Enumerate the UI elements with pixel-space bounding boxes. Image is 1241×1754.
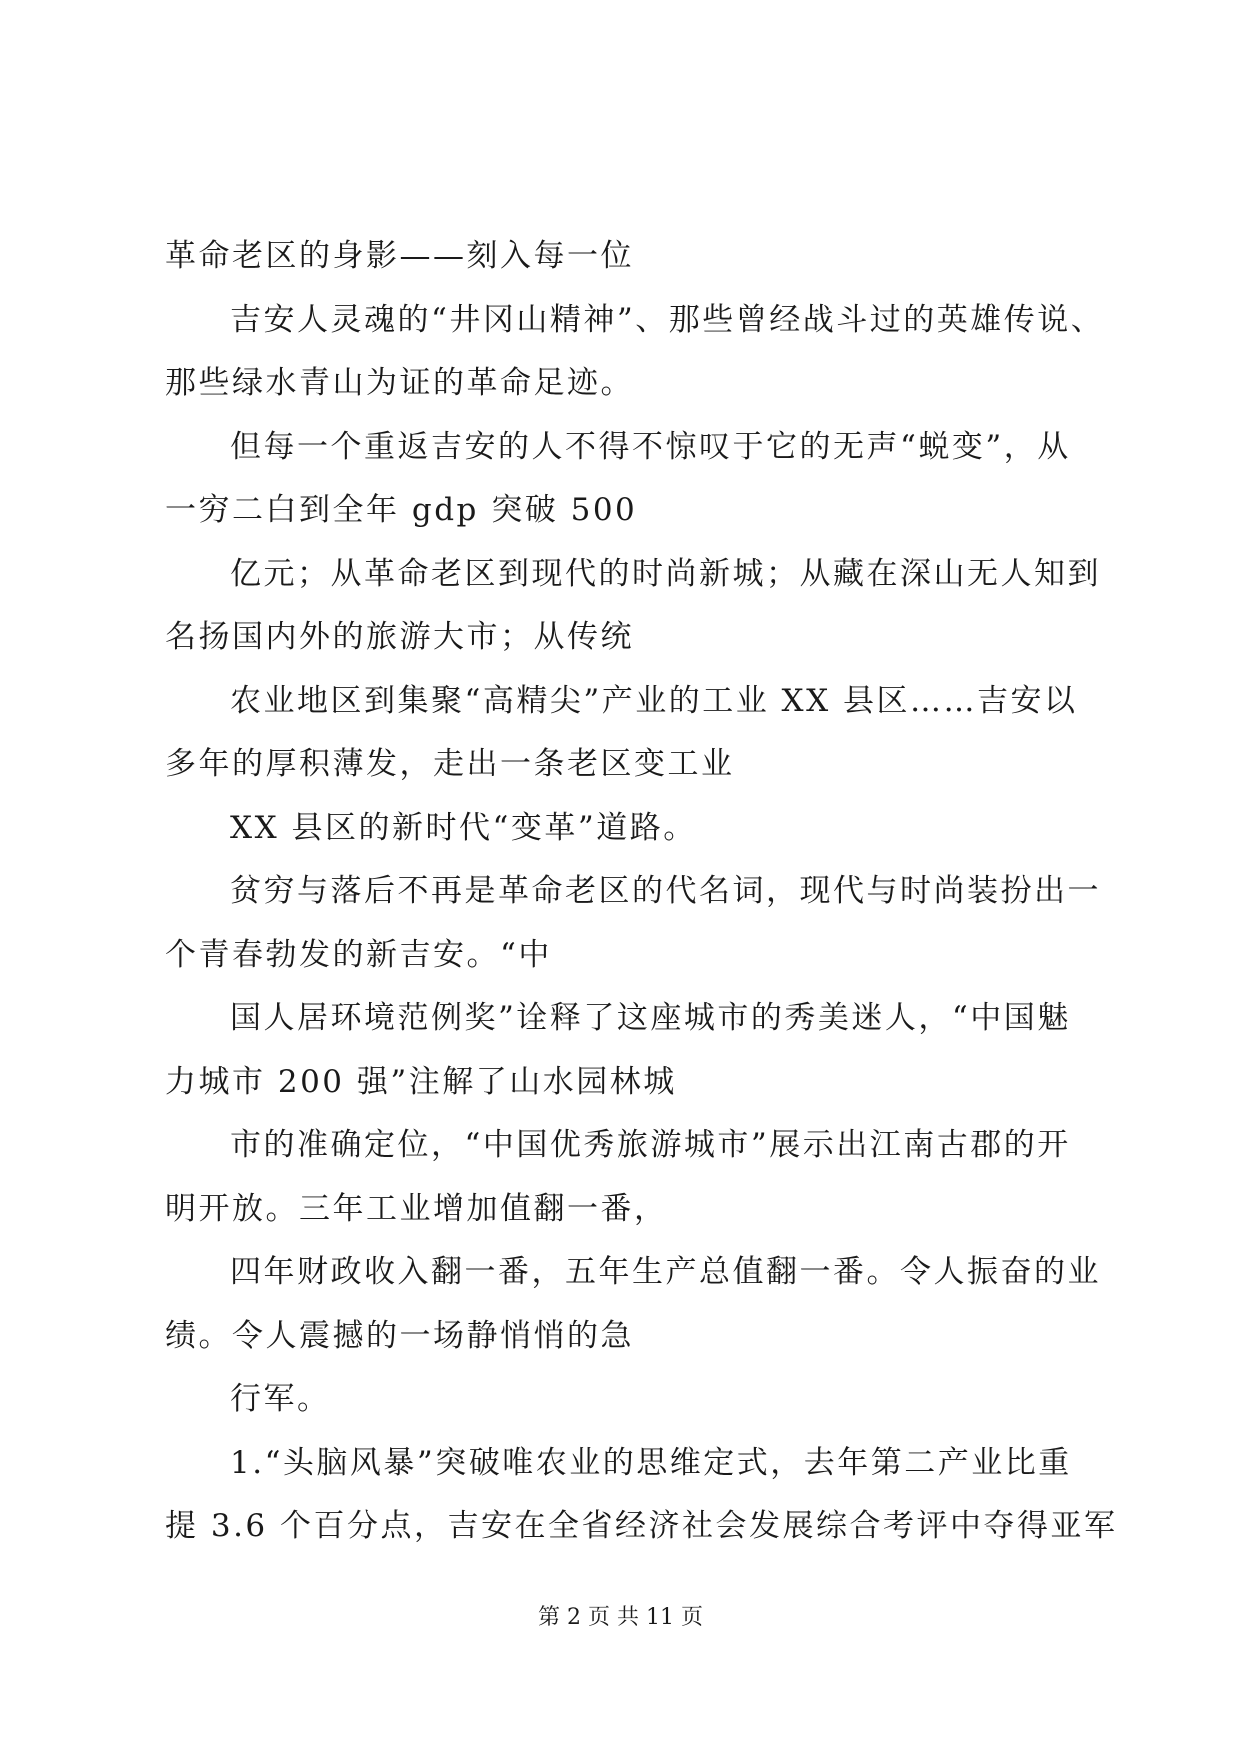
text-line: 那些绿水青山为证的革命足迹。 <box>165 365 634 401</box>
text-line: 一穷二白到全年 gdp 突破 500 <box>165 492 638 528</box>
text-line: 名扬国内外的旅游大市；从传统 <box>165 619 634 655</box>
page-number-footer: 第 2 页 共 11 页 <box>538 1605 703 1630</box>
text-line: 国人居环境范例奖”诠释了这座城市的秀美迷人，“中国魅 <box>230 1000 1071 1036</box>
text-line: 行军。 <box>230 1381 331 1417</box>
text-line: 1.“头脑风暴”突破唯农业的思维定式，去年第二产业比重 <box>230 1444 1072 1481</box>
text-line: 革命老区的身影——刻入每一位 <box>165 238 634 274</box>
text-line: 绩。令人震撼的一场静悄悄的急 <box>165 1317 634 1354</box>
text-line: 农业地区到集聚“高精尖”产业的工业 XX 县区……吉安以 <box>230 682 1078 719</box>
document-body <box>165 225 1118 1559</box>
text-line: 四年财政收入翻一番，五年生产总值翻一番。令人振奋的业 <box>230 1254 1101 1290</box>
text-line: 贫穷与落后不再是革命老区的代名词，现代与时尚装扮出一 <box>230 873 1101 909</box>
text-line: 明开放。三年工业增加值翻一番， <box>165 1190 668 1227</box>
text-line: 但每一个重返吉安的人不得不惊叹于它的无声“蜕变”，从 <box>230 428 1071 465</box>
text-line: XX 县区的新时代“变革”道路。 <box>230 809 697 846</box>
text-line: 个青春勃发的新吉安。“中 <box>165 936 552 973</box>
text-line: 多年的厚积薄发，走出一条老区变工业 <box>165 746 735 782</box>
text-line: 力城市 200 强”注解了山水园林城 <box>165 1063 677 1100</box>
text-line: 提 3.6 个百分点，吉安在全省经济社会发展综合考评中夺得亚军 <box>165 1508 1118 1544</box>
text-line: 亿元；从革命老区到现代的时尚新城；从藏在深山无人知到 <box>230 555 1101 592</box>
text-line: 市的准确定位，“中国优秀旅游城市”展示出江南古郡的开 <box>230 1127 1071 1163</box>
text-line: 吉安人灵魂的“井冈山精神”、那些曾经战斗过的英雄传说、 <box>230 301 1105 338</box>
